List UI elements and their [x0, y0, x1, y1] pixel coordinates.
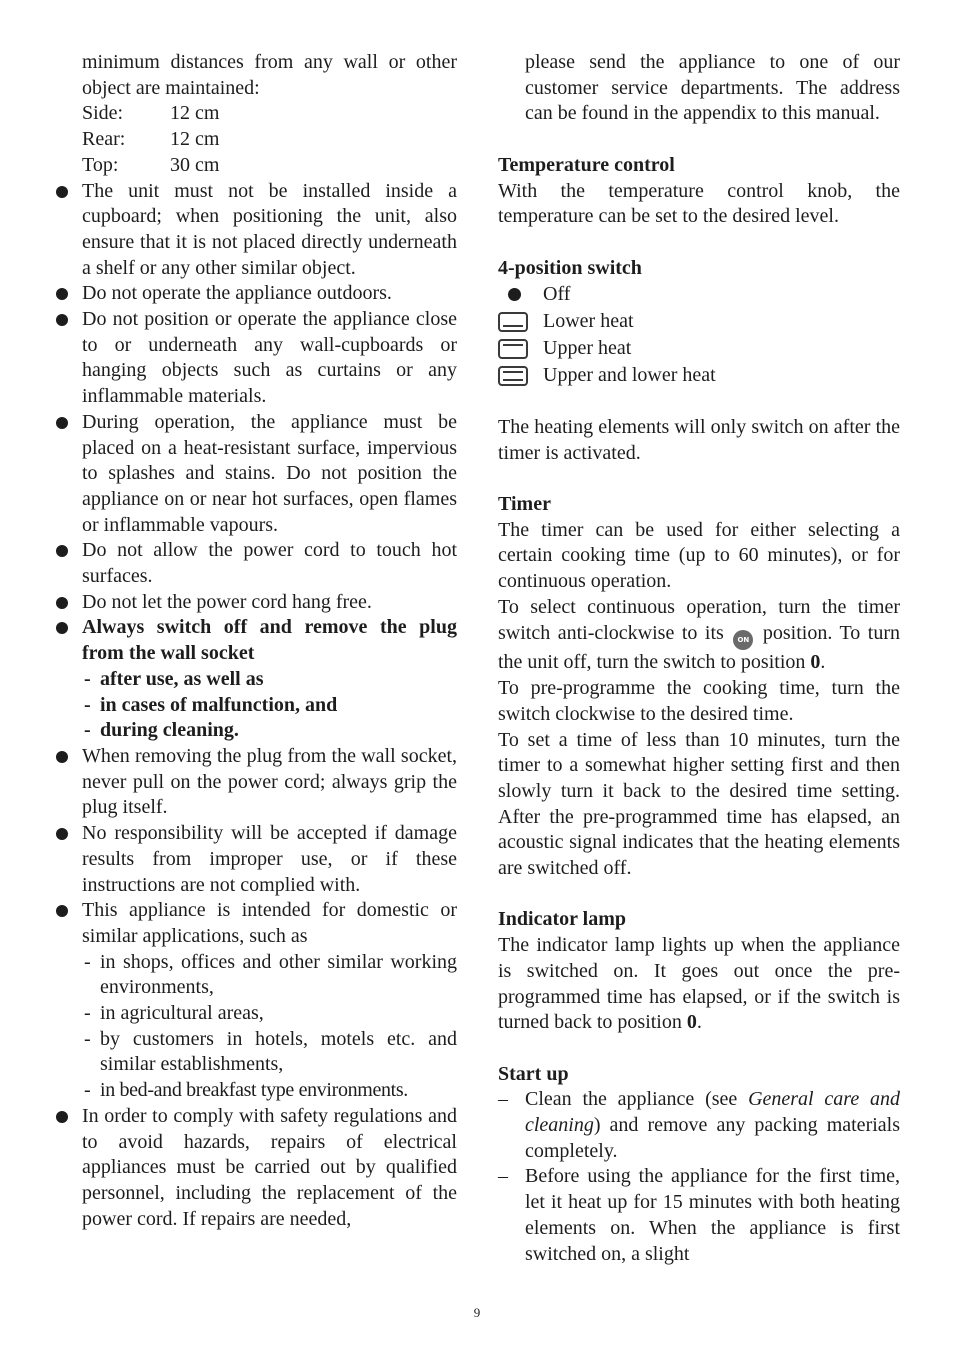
safety-bullet: During operation, the appliance must be placed on a heat-resistant surface, impervious to splashes and stains. Do not position the appliance on or near hot surfaces, open flames or inflammable vapours. [55, 410, 457, 539]
switch-label: Upper heat [543, 336, 632, 359]
switch-position-upper [498, 335, 900, 362]
startup-reference: General care and cleaning [525, 1088, 900, 1137]
distance-label: Rear: [82, 128, 126, 151]
usage-item: - in bed-and breakfast type environments. [55, 1078, 457, 1104]
distance-label: Side: [82, 102, 124, 125]
timer-paragraph: To set a time of less than 10 minutes, turn the timer to a somewhat higher setting first and then slowly turn it back to the desired time setting. After the pre-programmed time has elapsed, an acoustic signal indicates that the heating elements are switched off. [498, 728, 900, 880]
unplug-item: - after use, as well as [55, 667, 457, 693]
unplug-item: - during cleaning. [55, 718, 457, 744]
indicator-text: The indicator lamp lights up when the appliance is switched on. It goes out once the pre-programmed time has elapsed, or if the switch is turned back to position 0. [498, 934, 900, 1034]
indicator-heading: Indicator lamp [498, 908, 626, 931]
usage-item: - in shops, offices and other similar working environments, [55, 950, 457, 1001]
indicator-body: The indicator lamp lights up when the appliance is switched on. It goes out once the pre-programmed time has elapsed, or if the switch is turned back to position [498, 934, 900, 1034]
usage-item: - by customers in hotels, motels etc. and similar establishments, [55, 1027, 457, 1078]
upper-lower-heat-icon [498, 366, 528, 386]
safety-bullet: In order to comply with safety regulations and to avoid hazards, repairs of electrical appliances must be carried out by qualified personnel, including the replacement of the power cord. If repairs are needed, [55, 1104, 457, 1233]
safety-bullet: The unit must not be installed inside a cupboard; when positioning the unit, also ensure that it is not placed directly underneath a shelf or any other similar object. [55, 179, 457, 282]
right-column [498, 50, 900, 1267]
temperature-text: With the temperature control knob, the temperature can be set to the desired level. [498, 179, 900, 228]
continuation-text: please send the appliance to one of our customer service departments. The address can be found in the appendix to this manual. [525, 51, 900, 125]
safety-bullet: No responsibility will be accepted if damage results from improper use, or if these instructions are not complied with. [55, 821, 457, 898]
distances-intro: minimum distances from any wall or other object are maintained: [82, 51, 457, 99]
timer-paragraph: To pre-programme the cooking time, turn the switch clockwise to the desired time. [498, 677, 900, 725]
timer-heading: Timer [498, 493, 551, 516]
safety-bullet-bold: Always switch off and remove the plug from the wall socket [55, 615, 457, 666]
page-number: 9 [473, 1305, 481, 1320]
switch-heading: 4-position switch [498, 256, 642, 279]
switch-position-off [498, 281, 900, 308]
startup-heading: Start up [498, 1062, 569, 1085]
startup-item [498, 1087, 900, 1164]
timer-paragraph: The timer can be used for either selecting a certain cooking time (up to 60 minutes), or for continuous operation. [498, 518, 900, 593]
dot-icon [508, 288, 521, 301]
safety-bullet: Do not let the power cord hang free. [55, 590, 457, 616]
switch-label: Off [543, 282, 571, 305]
usage-item: - in agricultural areas, [55, 1001, 457, 1027]
safety-bullet: This appliance is intended for domestic or similar applications, such as [55, 898, 457, 949]
safety-bullet: Do not operate the appliance outdoors. [55, 281, 457, 307]
position-zero: 0 [686, 1011, 697, 1034]
temperature-heading: Temperature control [498, 153, 675, 176]
safety-bullet: When removing the plug from the wall socket, never pull on the power cord; always grip the plug itself. [55, 744, 457, 821]
distance-value: 12 cm [170, 102, 220, 125]
distance-value: 30 cm [170, 153, 220, 176]
heating-note: The heating elements will only switch on after the timer is activated. [498, 415, 900, 464]
lower-heat-icon [498, 312, 528, 332]
startup-text: ) and remove any packing materials completely. [525, 1114, 900, 1162]
safety-bullet: Do not allow the power cord to touch hot surfaces. [55, 538, 457, 589]
switch-label: Lower heat [543, 309, 634, 332]
distance-value: 12 cm [170, 128, 220, 151]
left-column [55, 50, 457, 1232]
safety-bullet: Do not position or operate the appliance close to or underneath any wall-cupboards or hanging objects such as curtains or any inflammable materials. [55, 307, 457, 410]
unplug-item: - in cases of malfunction, and [55, 693, 457, 719]
distance-rear [55, 127, 457, 153]
upper-heat-icon [498, 339, 528, 359]
distance-top [55, 153, 457, 179]
distance-label: Top: [82, 153, 119, 176]
timer-text: position. To turn the unit off, turn the switch to position [498, 621, 901, 674]
switch-position-upper-lower [498, 362, 900, 389]
timer-paragraph: To select continuous operation, turn the timer switch anti-clockwise to its ON position. To turn the unit off, turn the switch to position 0. [498, 595, 901, 674]
position-zero: 0 [810, 651, 821, 674]
on-symbol-icon: ON [733, 630, 753, 650]
startup-item: – Before using the appliance for the first time, let it heat up for 15 minutes with both heating elements on. When the appliance is first switched on, a slight [498, 1164, 900, 1267]
distance-side [55, 101, 457, 127]
startup-text: Clean the appliance (see [525, 1088, 738, 1111]
switch-label: Upper and lower heat [543, 363, 716, 386]
switch-position-lower [498, 308, 900, 335]
timer-text: To select continuous operation, turn the timer switch anti-clockwise to its [498, 595, 900, 644]
